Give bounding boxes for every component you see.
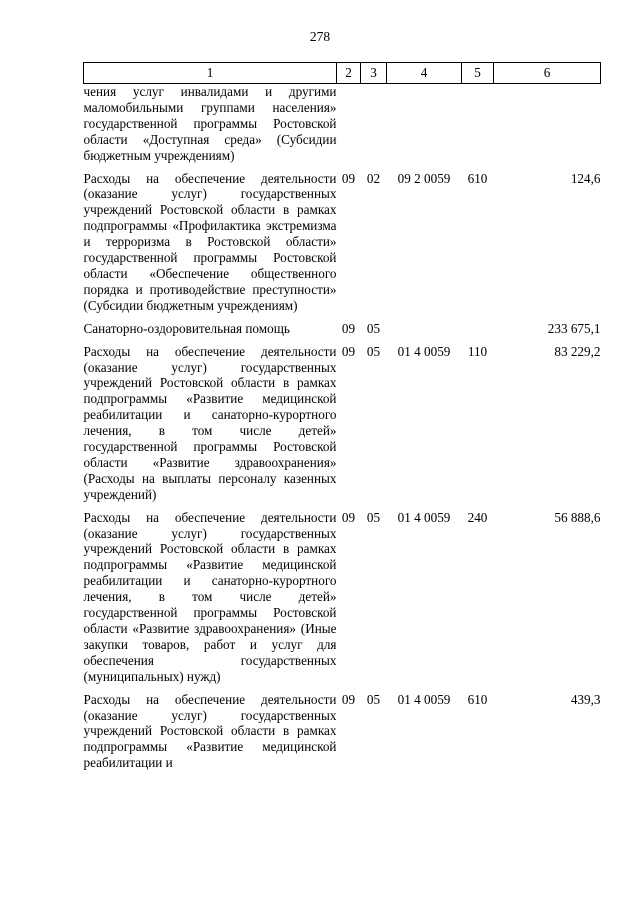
row-expense-type: 240 [467, 509, 488, 525]
row-subsection [361, 84, 387, 171]
row-amount: 233 675,1 [547, 320, 601, 336]
page-number: 278 [309, 29, 331, 44]
row-target-article [387, 321, 462, 344]
row-section: 09 [341, 320, 356, 336]
column-header-target-article: 4 [387, 63, 462, 84]
row-expense-type: 610 [467, 691, 488, 707]
row-name: Расходы на обеспечение деятельности (оказание услуг) государственных учреждений Ростовской области в рамках подпрограммы «Развитие медицинской реабилитации и санаторно-курортного лечения, в том числе детей» государственной программы Ростовской области «Развитие здравоохранения» (Расходы на выплаты персоналу казенных учреждений) [83, 343, 337, 502]
column-header-amount: 6 [494, 63, 601, 84]
budget-table [83, 62, 601, 771]
row-target-article: 01 4 0059 [397, 509, 451, 525]
row-name: Расходы на обеспечение деятельности (оказание услуг) государственных учреждений Ростовской области в рамках подпрограммы «Профилактика экстремизма и терроризма в Ростовской области» государственной программы Ростовской области «Обеспечение общественного порядка и противодействие преступности» (Субсидии бюджетным учреждениям) [83, 170, 337, 313]
column-header-name: 1 [84, 63, 337, 84]
row-expense-type [462, 321, 494, 344]
table-row [84, 84, 601, 171]
table-row [84, 171, 601, 321]
row-expense-type [462, 84, 494, 171]
row-section: 09 [341, 170, 356, 186]
row-expense-type: 610 [467, 170, 488, 186]
row-target-article [387, 84, 462, 171]
row-section: 09 [341, 343, 356, 359]
row-amount [494, 84, 601, 171]
row-subsection: 05 [366, 343, 381, 359]
row-section [337, 84, 361, 171]
row-subsection: 05 [366, 691, 381, 707]
row-subsection: 05 [366, 320, 381, 336]
table-row [84, 510, 601, 692]
row-name: Расходы на обеспечение деятельности (оказание услуг) государственных учреждений Ростовской области в рамках подпрограммы «Развитие медицинской реабилитации и [83, 691, 337, 771]
row-amount: 124,6 [570, 170, 601, 186]
table-row [84, 344, 601, 510]
row-expense-type: 110 [467, 343, 488, 359]
column-header-subsection: 3 [361, 63, 387, 84]
row-target-article: 01 4 0059 [397, 343, 451, 359]
table-row [84, 692, 601, 772]
row-amount: 56 888,6 [554, 509, 601, 525]
row-amount: 439,3 [570, 691, 601, 707]
row-name: Расходы на обеспечение деятельности (оказание услуг) государственных учреждений Ростовской области в рамках подпрограммы «Развитие медицинской реабилитации и санаторно-курортного лечения, в том числе детей» государственной программы Ростовской области «Развитие здравоохранения» (Иные закупки товаров, работ и услуг для обеспечения государственных (муниципальных) нужд) [83, 509, 337, 684]
row-target-article: 09 2 0059 [397, 170, 451, 186]
row-target-article: 01 4 0059 [397, 691, 451, 707]
column-header-section: 2 [337, 63, 361, 84]
row-subsection: 05 [366, 509, 381, 525]
row-subsection: 02 [366, 170, 381, 186]
row-name: чения услуг инвалидами и другими маломобильными группами населения» государственной программы Ростовской области «Доступная среда» (Субсидии бюджетным учреждениям) [83, 84, 337, 163]
table-header-row [84, 63, 601, 84]
row-section: 09 [341, 509, 356, 525]
row-name: Санаторно-оздоровительная помощь [83, 320, 290, 336]
table-row [84, 321, 601, 344]
row-amount: 83 229,2 [554, 343, 601, 359]
column-header-expense-type: 5 [462, 63, 494, 84]
row-section: 09 [341, 691, 356, 707]
